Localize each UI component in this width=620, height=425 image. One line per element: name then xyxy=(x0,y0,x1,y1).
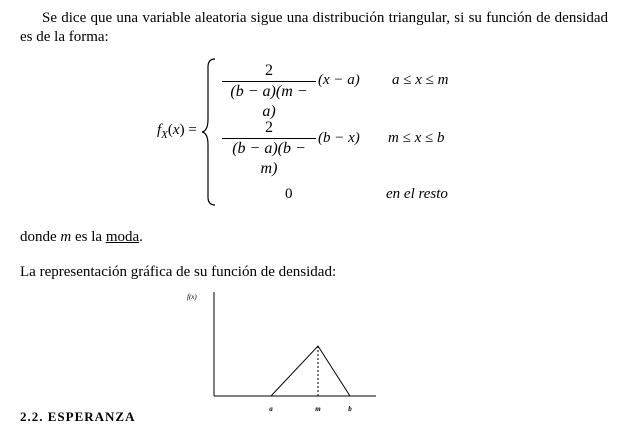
tick-label-m: m xyxy=(315,405,321,413)
case3-condition: en el resto xyxy=(386,186,448,202)
donde-suffix: . xyxy=(139,229,143,245)
intro-paragraph xyxy=(20,9,608,47)
chart-ylabel: f(x) xyxy=(187,293,197,301)
triangle-density-line xyxy=(271,346,350,396)
tick-label-a: a xyxy=(269,405,273,413)
next-section-heading-cut: 2.2. ESPERANZA xyxy=(20,409,136,424)
donde-var: m xyxy=(60,229,72,245)
formula-x: x xyxy=(172,122,180,138)
intro-text: Se dice que una variable aleatoria sigue una distribución triangular, si su función de densidad es de la forma: xyxy=(20,10,608,45)
case2-fraction xyxy=(222,118,316,177)
formula-f: f xyxy=(157,122,162,138)
chart-tick-labels xyxy=(269,405,352,413)
representacion-text: La representación gráfica de su función de densidad: xyxy=(20,264,337,280)
donde-paragraph xyxy=(20,228,143,247)
formula-brace xyxy=(200,57,220,207)
donde-middle: es la xyxy=(75,229,103,245)
case2-numerator: 2 xyxy=(265,119,273,136)
tick-label-b: b xyxy=(348,405,352,413)
case1-numerator: 2 xyxy=(265,62,273,79)
case2-condition: m ≤ x ≤ b xyxy=(388,130,445,146)
formula-lhs: $f_X(x)$ = xyxy=(157,122,197,141)
case2-factor: (b − x) xyxy=(318,130,360,146)
case1-factor: (x − a) xyxy=(318,72,360,88)
case2-denominator: (b − a)(b − m) xyxy=(232,140,306,177)
formula-sub: X xyxy=(161,129,168,141)
case1-denominator: (b − a)(m − a) xyxy=(230,83,308,120)
moda-link[interactable]: moda xyxy=(105,229,140,245)
case1-condition: a ≤ x ≤ m xyxy=(392,72,449,88)
donde-prefix: donde xyxy=(20,229,57,245)
case1-fraction xyxy=(222,61,316,120)
density-chart xyxy=(180,288,380,417)
case3-value: 0 xyxy=(285,186,293,202)
representacion-paragraph xyxy=(20,263,336,282)
